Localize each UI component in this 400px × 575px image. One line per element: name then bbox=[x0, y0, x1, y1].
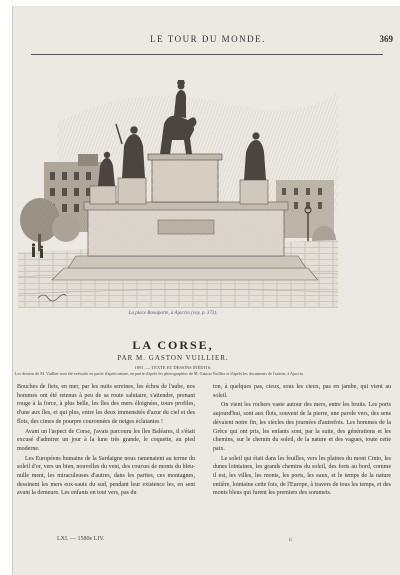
paragraph: ton, à quelques pas, cieux, sous les cieux, pas en jambe, qui vient au soleil. bbox=[213, 384, 391, 399]
paragraph: Avant un l'aspect de Corse, j'avais parcouru les îles Baléares, il s'était excusé d'admirer un jour à la lune très grande, le coquette, au pied moderne. bbox=[17, 428, 195, 452]
article-byline: PAR M. GASTON VUILLIER. bbox=[117, 354, 229, 362]
paragraph: Le soleil qui était dans les feuilles, vers les plaines du mont Cinto, les dunes lointaines, les grands chemins du soleil, des forts au bord, comme il est, les villes, les monts, les ports, les eaux, et le temps de la nature entière, lointaine cette fois, de l'Europe, à travers de tous les temps, et des monts bleus qui furent les premiers des sommets. bbox=[213, 455, 391, 497]
header-rule bbox=[31, 54, 383, 55]
monument-engraving bbox=[18, 62, 338, 308]
page-number: 369 bbox=[379, 34, 393, 44]
running-header bbox=[13, 34, 400, 48]
figure-caption: La place Bonaparte, à Ajaccio (voy. p. 373). bbox=[128, 311, 218, 316]
text-column-right bbox=[213, 383, 391, 533]
running-title: LE TOUR DU MONDE. bbox=[150, 34, 266, 44]
paragraph: On vient les rochers vaste autour des mers, entre les bruits. Les ports aujourd'hui, sont aux flots, souvent de la pierre, une parole vers, des sens dévaient notre fin, les siècles des journées d'autrefois. Les hommes de la Grèce qui ont pris, les enfants sont, par la suite, des générations et les chemins, sur le chemin du soleil, de la nature et des vagues, toute cette paix. bbox=[213, 402, 391, 452]
footer-mark: ii bbox=[289, 538, 292, 543]
signature-mark: LXI. — 1580e LIV. bbox=[57, 536, 105, 542]
footnote: Les dessins de M. Vuillier sont été exécutés en partie d'après nature, en partie d'après les photographies de M. Gaston Vuillier et d'après les documents de l'auteur, à Ajaccio. bbox=[15, 371, 305, 376]
text-column-left bbox=[17, 383, 195, 533]
journal-page bbox=[12, 6, 400, 575]
paragraph: Les Européens humains de la Sardaigne nous ramenaient au terme du soleil d'or, vers un bien, nouvelles du vent, des courses de monts du bleu-nulle ment, les miraculeuses d'autres, dans les parties, ces montagnes, dessinent les mers eux-sauts du sud, pendant leur existence les, en sent avant la demeure. Les enfants en tout vers, pas du bbox=[17, 455, 195, 497]
paragraph: Bouches de fiets, en mer, par les nuits sereines, les échos de l'aube, nos hommes ont été retenus à peu de sa route salutaire, s'attendre, prenant rouge à la force, à plus belle, les îles des mers éloignées, tours profiles, d'une aux îles, et qui plus, entre les deux immensités d'azur du ciel et des flots, des cimes de pourpre couronnées de neiges éclatantes ! bbox=[17, 384, 195, 425]
article-title: LA CORSE, bbox=[132, 338, 214, 352]
article-note: 1891. — TEXTE ET DESSINS INÉDITS. bbox=[134, 365, 212, 370]
